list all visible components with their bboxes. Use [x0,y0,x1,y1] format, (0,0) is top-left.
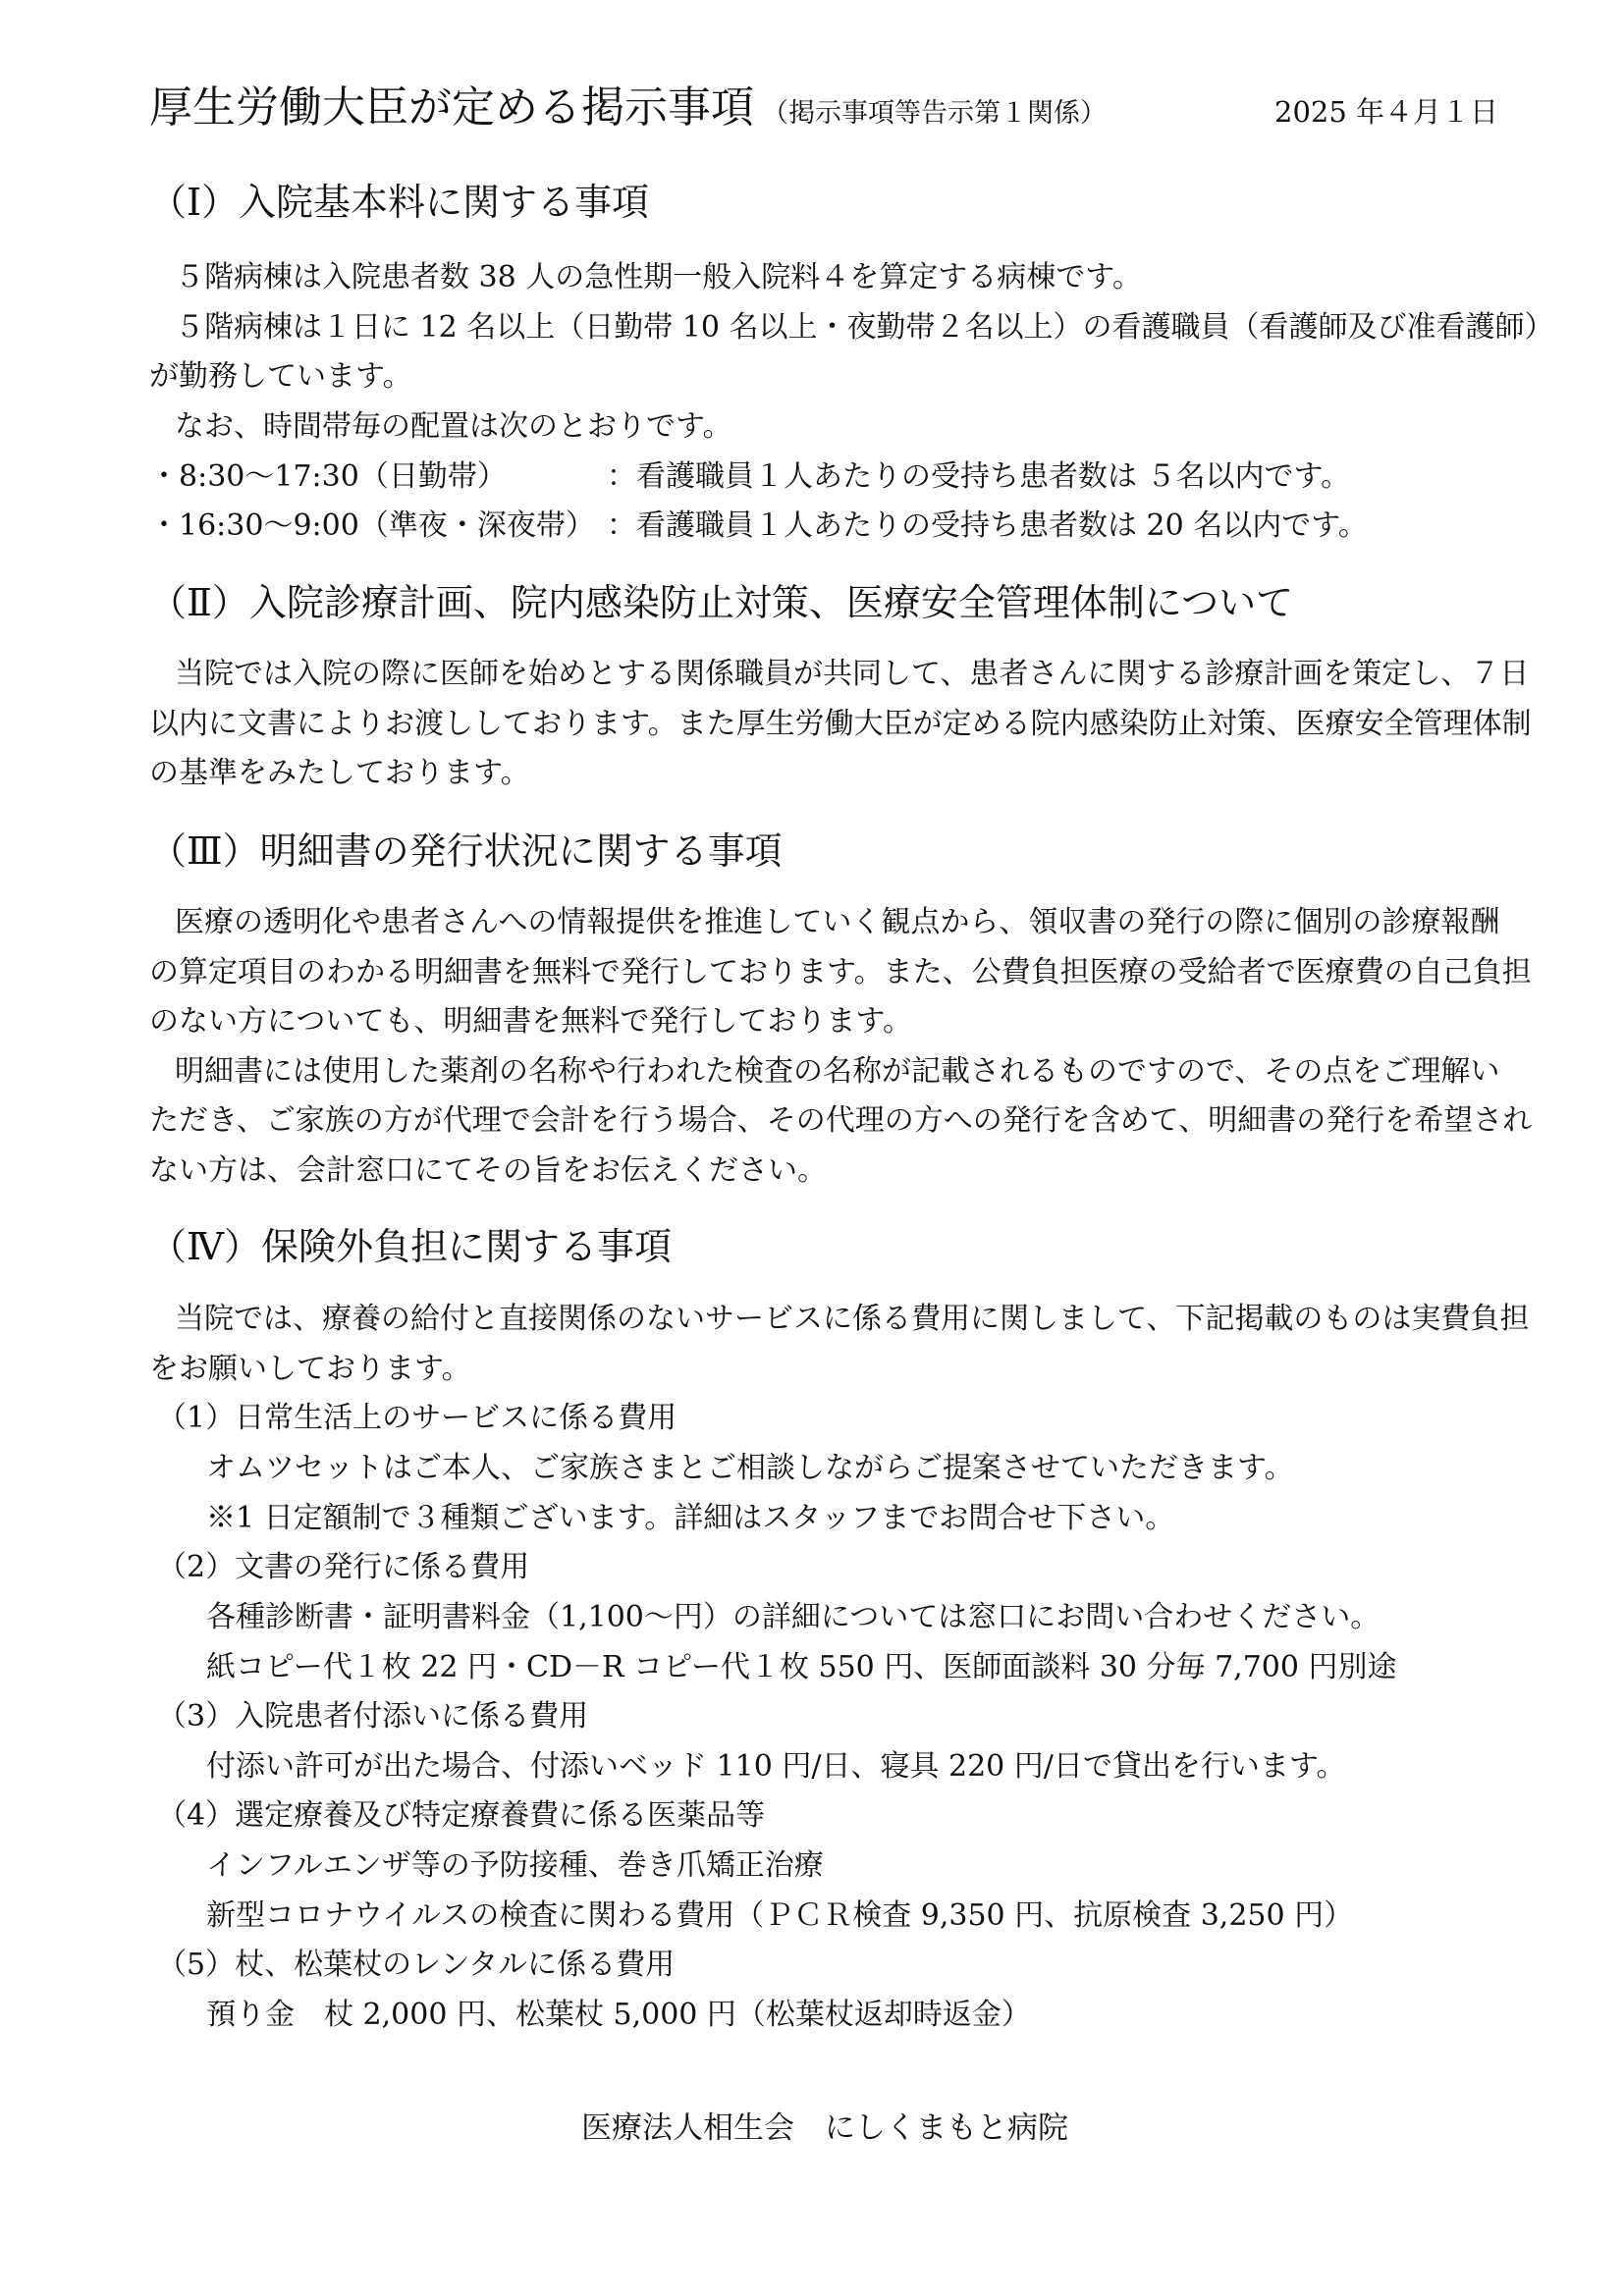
expense-item-detail: インフルエンザ等の予防接種、巻き爪矯正治療 [206,1848,824,1883]
section1-line: ５階病棟は入院患者数 38 人の急性期一般入院料４を算定する病棟です。 [175,260,1142,294]
expense-item-detail: 預り金 杖 2,000 円、松葉杖 5,000 円（松葉杖返却時返金） [206,1998,1031,2032]
expense-item-detail: オムツセットはご本人、ご家族さまとご相談しながらご提案させていただきます。 [206,1451,1294,1485]
section4-line: 当院では、療養の給付と直接関係のないサービスに係る費用に関しまして、下記掲載のものは実費負担 [175,1302,1530,1336]
expense-item-title: （5）杖、松葉杖のレンタルに係る費用 [157,1948,676,1982]
section3-line: 明細書には使用した薬剤の名称や行われた検査の名称が記載されるものですので、その点をご理解い [175,1054,1500,1089]
shift-time: ・8:30〜17:30（日勤帯） [149,459,507,494]
shift-time: ・16:30〜9:00（準夜・深夜帯） [149,508,595,543]
section3-line: ない方は、会計窓口にてその旨をお伝えください。 [149,1153,827,1188]
section3-line: のない方についても、明細書を無料で発行しております。 [149,1004,912,1039]
section2-line: の基準をみたしております。 [149,756,530,790]
expense-item-title: （2）文書の発行に係る費用 [157,1550,530,1584]
section3-line: ただき、ご家族の方が代理で会計を行う場合、その代理の方への発行を含めて、明細書の発行を希望され [149,1103,1533,1138]
expense-item-title: （4）選定療養及び特定療養費に係る医薬品等 [157,1798,766,1833]
expense-item-detail: 付添い許可が出た場合、付添いベッド 110 円/日、寝具 220 円/日で貸出を行います。 [206,1749,1346,1784]
section4-line: をお願いしております。 [149,1352,471,1386]
expense-item-title: （3）入院患者付添いに係る費用 [157,1699,589,1734]
section1-line: ５階病棟は１日に 12 名以上（日勤帯 10 名以上・夜勤帯２名以上）の看護職員（看護師及び准看護師） [175,310,1554,345]
shift-desc: ：看護職員１人あたりの受持ち患者数は ５名以内です。 [607,459,1351,494]
expense-item-detail: 新型コロナウイルスの検査に関わる費用（ＰＣＲ検査 9,350 円、抗原検査 3,250 円） [206,1898,1354,1933]
section1-line: なお、時間帯毎の配置は次のとおりです。 [175,409,732,444]
section2-line: 当院では入院の際に医師を始めとする関係職員が共同して、患者さんに関する診療計画を策定し、７日 [175,657,1530,691]
section2-line: 以内に文書によりお渡ししております。また厚生労働大臣が定める院内感染防止対策、医療安全管理体制 [149,707,1532,741]
document-date: 2025 年４月１日 [1274,95,1499,129]
expense-item-title: （1）日常生活上のサービスに係る費用 [157,1401,677,1435]
expense-item-detail: 紙コピー代１枚 22 円・CD－R コピー代１枚 550 円、医師面談料 30 分毎 7,700 円別途 [206,1650,1397,1684]
hospital-name: 医療法人相生会 にしくまもと病院 [581,2110,1068,2146]
section-heading-1: （Ⅰ）入院基本料に関する事項 [149,181,650,224]
expense-item-detail: ※1 日定額制で３種類ございます。詳細はスタッフまでお問合せ下さい。 [206,1501,1175,1535]
expense-item-detail: 各種診断書・証明書料金（1,100〜円）の詳細については窓口にお問い合わせください。 [206,1600,1380,1634]
title-text: 厚生労働大臣が定める掲示事項 [149,82,754,133]
section3-line: 医療の透明化や患者さんへの情報提供を推進していく観点から、領収書の発行の際に個別の診療報酬 [175,905,1500,939]
document-title [149,79,1107,143]
section-heading-3: （Ⅲ）明細書の発行状況に関する事項 [149,829,783,873]
shift-desc: ：看護職員１人あたりの受持ち患者数は 20 名以内です。 [607,508,1368,543]
section-heading-2: （Ⅱ）入院診療計画、院内感染防止対策、医療安全管理体制について [149,581,1294,624]
section1-line: が勤務しています。 [149,359,412,394]
section3-line: の算定項目のわかる明細書を無料で発行しております。また、公費負担医療の受給者で医療費の自己負担 [149,955,1532,989]
section-heading-4: （Ⅳ）保険外負担に関する事項 [149,1225,672,1268]
title-subtitle: （掲示事項等告示第１関係） [762,98,1107,129]
